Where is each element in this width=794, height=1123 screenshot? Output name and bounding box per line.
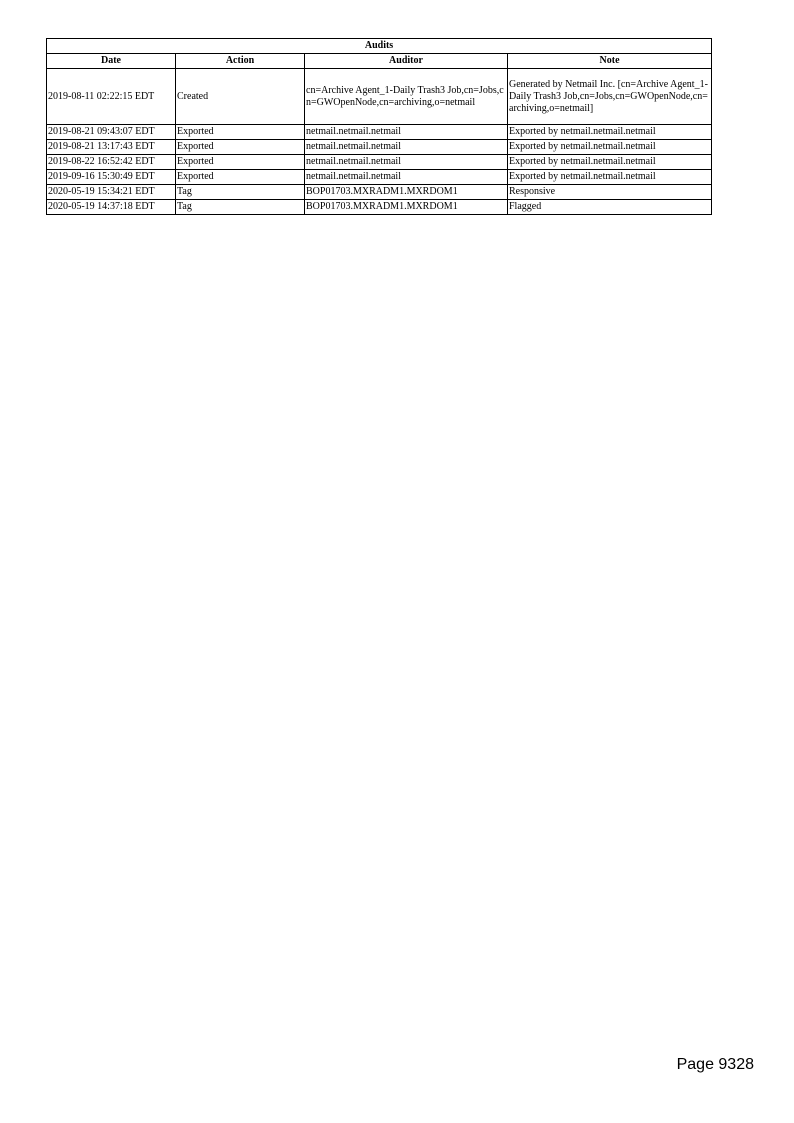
auditor-cell: BOP01703.MXRADM1.MXRDOM1 bbox=[305, 185, 508, 200]
table-row bbox=[47, 170, 712, 185]
auditor-cell: cn=Archive Agent_1-Daily Trash3 Job,cn=Jobs,cn=GWOpenNode,cn=archiving,o=netmail bbox=[305, 69, 508, 125]
date-cell: 2020-05-19 15:34:21 EDT bbox=[47, 185, 176, 200]
table-row bbox=[47, 155, 712, 170]
date-cell: 2019-08-21 13:17:43 EDT bbox=[47, 140, 176, 155]
date-cell: 2019-08-21 09:43:07 EDT bbox=[47, 125, 176, 140]
auditor-cell: netmail.netmail.netmail bbox=[305, 140, 508, 155]
table-title-row bbox=[47, 39, 712, 54]
audits-table bbox=[46, 38, 712, 215]
table-header-row bbox=[47, 54, 712, 69]
action-cell: Tag bbox=[176, 200, 305, 215]
date-cell: 2020-05-19 14:37:18 EDT bbox=[47, 200, 176, 215]
auditor-cell: netmail.netmail.netmail bbox=[305, 170, 508, 185]
date-cell: 2019-09-16 15:30:49 EDT bbox=[47, 170, 176, 185]
column-header-note: Note bbox=[508, 54, 712, 69]
table-row bbox=[47, 125, 712, 140]
action-cell: Exported bbox=[176, 140, 305, 155]
column-header-date: Date bbox=[47, 54, 176, 69]
action-cell: Tag bbox=[176, 185, 305, 200]
table-row bbox=[47, 140, 712, 155]
table-row bbox=[47, 69, 712, 125]
auditor-cell: netmail.netmail.netmail bbox=[305, 125, 508, 140]
table-row bbox=[47, 200, 712, 215]
action-cell: Exported bbox=[176, 125, 305, 140]
note-cell: Exported by netmail.netmail.netmail bbox=[508, 155, 712, 170]
note-cell: Responsive bbox=[508, 185, 712, 200]
table-title: Audits bbox=[47, 39, 712, 54]
page-number: Page 9328 bbox=[676, 1056, 754, 1073]
date-cell: 2019-08-22 16:52:42 EDT bbox=[47, 155, 176, 170]
note-cell: Exported by netmail.netmail.netmail bbox=[508, 170, 712, 185]
note-cell: Exported by netmail.netmail.netmail bbox=[508, 125, 712, 140]
column-header-action: Action bbox=[176, 54, 305, 69]
auditor-cell: BOP01703.MXRADM1.MXRDOM1 bbox=[305, 200, 508, 215]
action-cell: Exported bbox=[176, 155, 305, 170]
action-cell: Created bbox=[176, 69, 305, 125]
auditor-cell: netmail.netmail.netmail bbox=[305, 155, 508, 170]
note-cell: Generated by Netmail Inc. [cn=Archive Agent_1-Daily Trash3 Job,cn=Jobs,cn=GWOpenNode,cn=archiving,o=netmail] bbox=[508, 69, 712, 125]
column-header-auditor: Auditor bbox=[305, 54, 508, 69]
date-cell: 2019-08-11 02:22:15 EDT bbox=[47, 69, 176, 125]
table-row bbox=[47, 185, 712, 200]
note-cell: Exported by netmail.netmail.netmail bbox=[508, 140, 712, 155]
action-cell: Exported bbox=[176, 170, 305, 185]
note-cell: Flagged bbox=[508, 200, 712, 215]
